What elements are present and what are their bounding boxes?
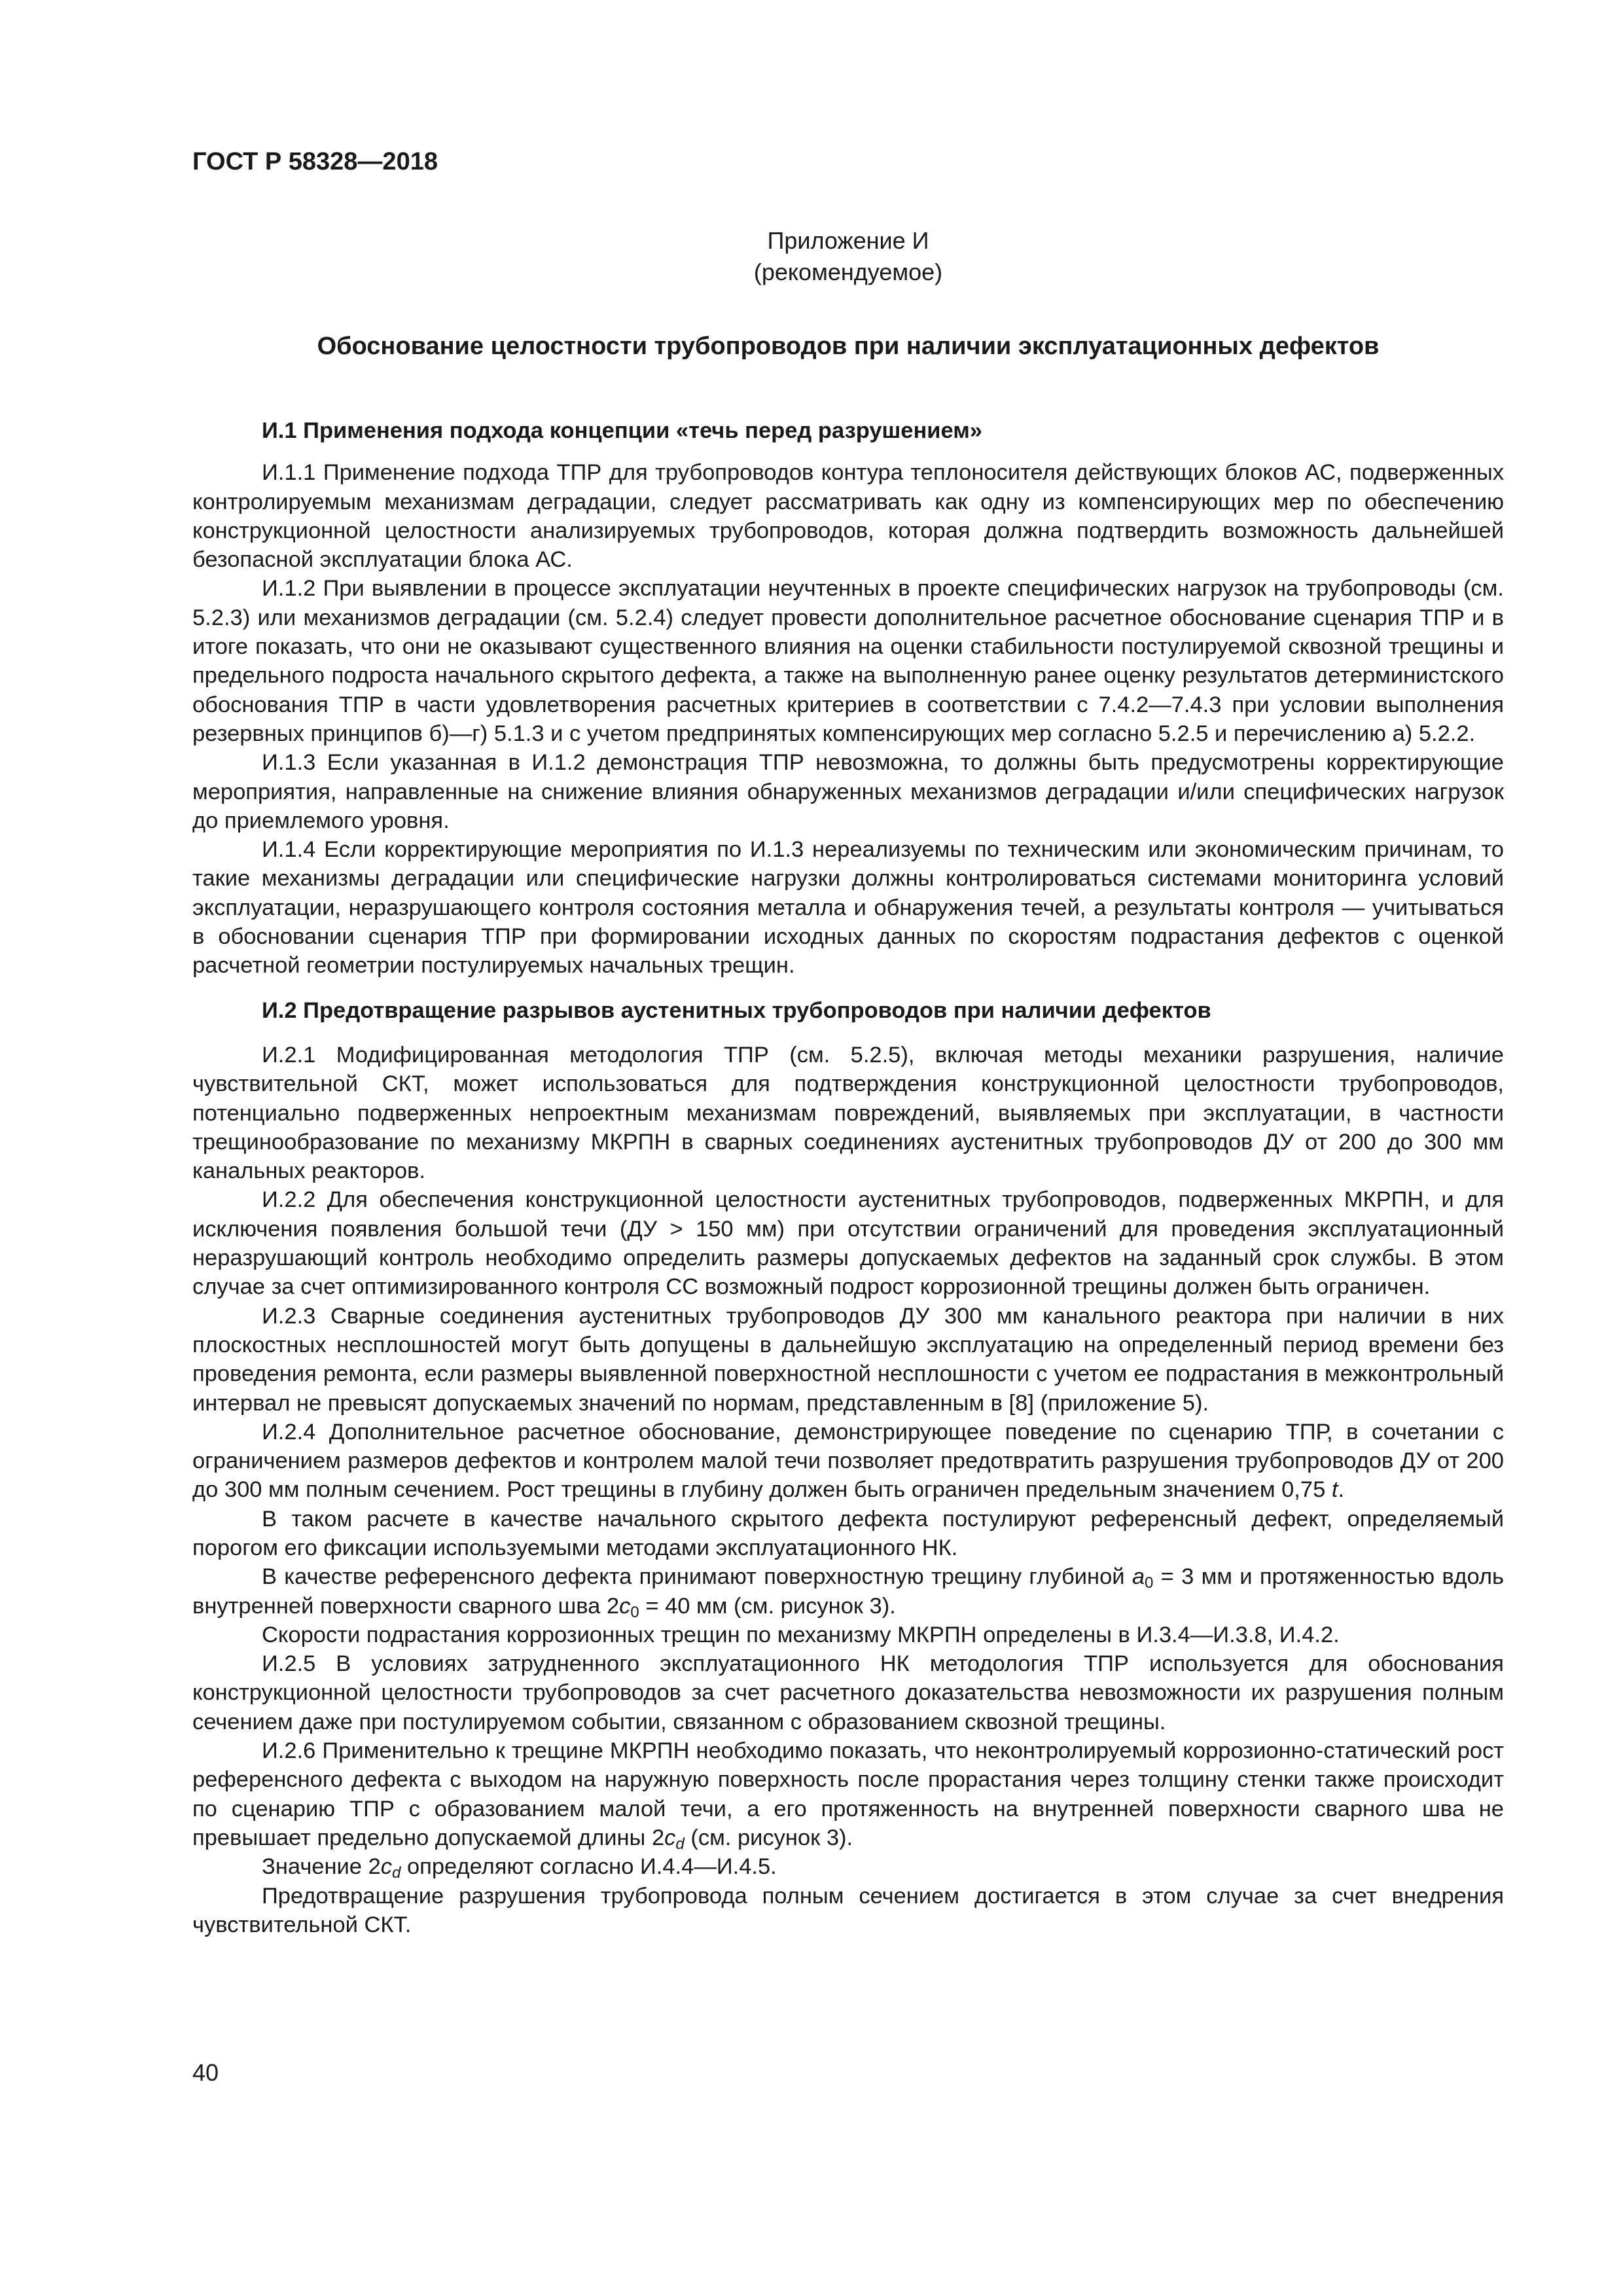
annex-title: Приложение И (767, 227, 929, 254)
section-heading-2: И.2 Предотвращение разрывов аустенитных трубопроводов при наличии дефектов (262, 997, 1211, 1023)
paragraph-2-5: И.2.5 В условиях затрудненного эксплуатационного НК методология ТПР используется для обоснования конструкционной целостности трубопроводов за счет расчетного доказательства невозможности их разрушения полным сечением даже при постулируемом событии, связанном с образованием сквозной трещины. (192, 1651, 1504, 1734)
paragraph-2-4-growth-rates: Скорости подрастания коррозионных трещин по механизму МКРПН определены в И.3.4—И.3.8, И.4.2. (262, 1622, 1340, 1647)
page-number: 40 (192, 2059, 219, 2086)
standard-designation: ГОСТ Р 58328—2018 (192, 148, 438, 175)
paragraph-2-3: И.2.3 Сварные соединения аустенитных трубопроводов ДУ 300 мм канального реактора при наличии в них плоскостных несплошностей могут быть допущены в дальнейшую эксплуатацию на определенный период времени без проведения ремонта, если размеры выявленной поверхностной несплошности с учетом ее подрастания в межконтрольный интервал не превысят допускаемых значений по нормам, представленным в [8] (приложение 5). (192, 1303, 1504, 1416)
paragraph-1-1: И.1.1 Применение подхода ТПР для трубопроводов контура теплоносителя действующих блоков АС, подверженных контролируемым механизмам деградации, следует рассматривать как одну из компенсирующих мер по обеспечению конструкционной целостности анализируемых трубопроводов, которая должна подтвердить возможность дальнейшей безопасной эксплуатации блока АС. (192, 460, 1504, 573)
paragraph-2-6: И.2.6 Применительно к трещине МКРПН необходимо показать, что неконтролируемый коррозионно-статический рост референсного дефекта с выходом на наружную поверхность после прорастания через толщину стенки также происходит по сценарию ТПР с образованием малой течи, а его протяженность на внутренней поверхности сварного шва не превышает предельно допускаемой длины $2c_d$ (см. рисунок 3). (192, 1738, 1504, 1853)
paragraph-2-2: И.2.2 Для обеспечения конструкционной целостности аустенитных трубопроводов, подверженных МКРПН, и для исключения появления большой течи (ДУ > 150 мм) при отсутствии ограничений для проведения эксплуатационный неразрушающий контроль необходимо определить размеры допускаемых дефектов на заданный срок службы. В этом случае за счет оптимизированного контроля СС возможный подрост коррозионной трещины должен быть ограничен. (192, 1187, 1504, 1300)
paragraph-1-2: И.1.2 При выявлении в процессе эксплуатации неучтенных в проекте специфических нагрузок на трубопроводы (см. 5.2.3) или механизмов деградации (см. 5.2.4) следует провести дополнительное расчетное обоснование сценария ТПР и в итоге показать, что они не оказывают существенного влияния на оценки стабильности постулируемой сквозной трещины и предельного подроста начального скрытого дефекта, а также на выполненную ранее оценку результатов детерминистского обоснования ТПР в части удовлетворения расчетных критериев в соответствии с 7.4.2—7.4.3 при условии выполнения резервных принципов б)—г) 5.1.3 и с учетом предпринятых компенсирующих мер согласно 5.2.5 и перечислению а) 5.2.2. (192, 576, 1504, 746)
paragraph-1-4: И.1.4 Если корректирующие мероприятия по И.1.3 нереализуемы по техническим или экономическим причинам, то такие механизмы деградации или специфические нагрузки должны контролироваться системами мониторинга условий эксплуатации, неразрушающего контроля состояния металла и обнаружения течей, а результаты контроля — учитываться в обосновании сценария ТПР при формировании исходных данных по скоростям подрастания дефектов с оценкой расчетной геометрии постулируемых начальных трещин. (192, 837, 1504, 978)
document-title: Обоснование целостности трубопроводов при наличии эксплуатационных дефектов (317, 332, 1380, 360)
annex-status: (рекомендуемое) (753, 259, 943, 285)
paragraph-2-6-value: Значение $2c_d$ определяют согласно И.4.4—И.4.5. (262, 1854, 777, 1882)
document-body (192, 416, 1504, 1939)
paragraph-1-3: И.1.3 Если указанная в И.1.2 демонстрация ТПР невозможна, то должны быть предусмотрены корректирующие мероприятия, направленные на снижение влияния обнаруженных механизмов деградации и/или специфических нагрузок до приемлемого уровня. (192, 750, 1504, 833)
paragraph-2-6-prevention: Предотвращение разрушения трубопровода полным сечением достигается в этом случае за счет внедрения чувствительной СКТ. (192, 1883, 1504, 1937)
section-heading-1: И.1 Применения подхода концепции «течь перед разрушением» (262, 418, 982, 443)
paragraph-2-4-defect-size: В качестве референсного дефекта принимают поверхностную трещину глубиной $a_0 = 3$ мм и протяженностью вдоль внутренней поверхности сварного шва $2c_0 = 40$ мм (см. рисунок 3). (192, 1564, 1504, 1621)
paragraph-2-1: И.2.1 Модифицированная методология ТПР (см. 5.2.5), включая методы механики разрушения, наличие чувствительной СКТ, может использоваться для подтверждения конструкционной целостности трубопроводов, потенциально подверженных непроектным механизмам повреждений, выявляемых при эксплуатации, в частности трещинообразование по механизму МКРПН в сварных соединениях аустенитных трубопроводов ДУ от 200 до 300 мм канальных реакторов. (192, 1042, 1504, 1184)
paragraph-2-4-reference-defect: В таком расчете в качестве начального скрытого дефекта постулируют референсный дефект, определяемый порогом его фиксации используемыми методами эксплуатационного НК. (192, 1506, 1504, 1560)
paragraph-2-4: И.2.4 Дополнительное расчетное обоснование, демонстрирующее поведение по сценарию ТПР, в сочетании с ограничением размеров дефектов и контролем малой течи позволяет предотвратить разрушения трубопроводов ДУ от 200 до 300 мм полным сечением. Рост трещины в глубину должен быть ограничен предельным значением 0,75 t. (192, 1419, 1504, 1503)
annex-header (0, 225, 1623, 288)
